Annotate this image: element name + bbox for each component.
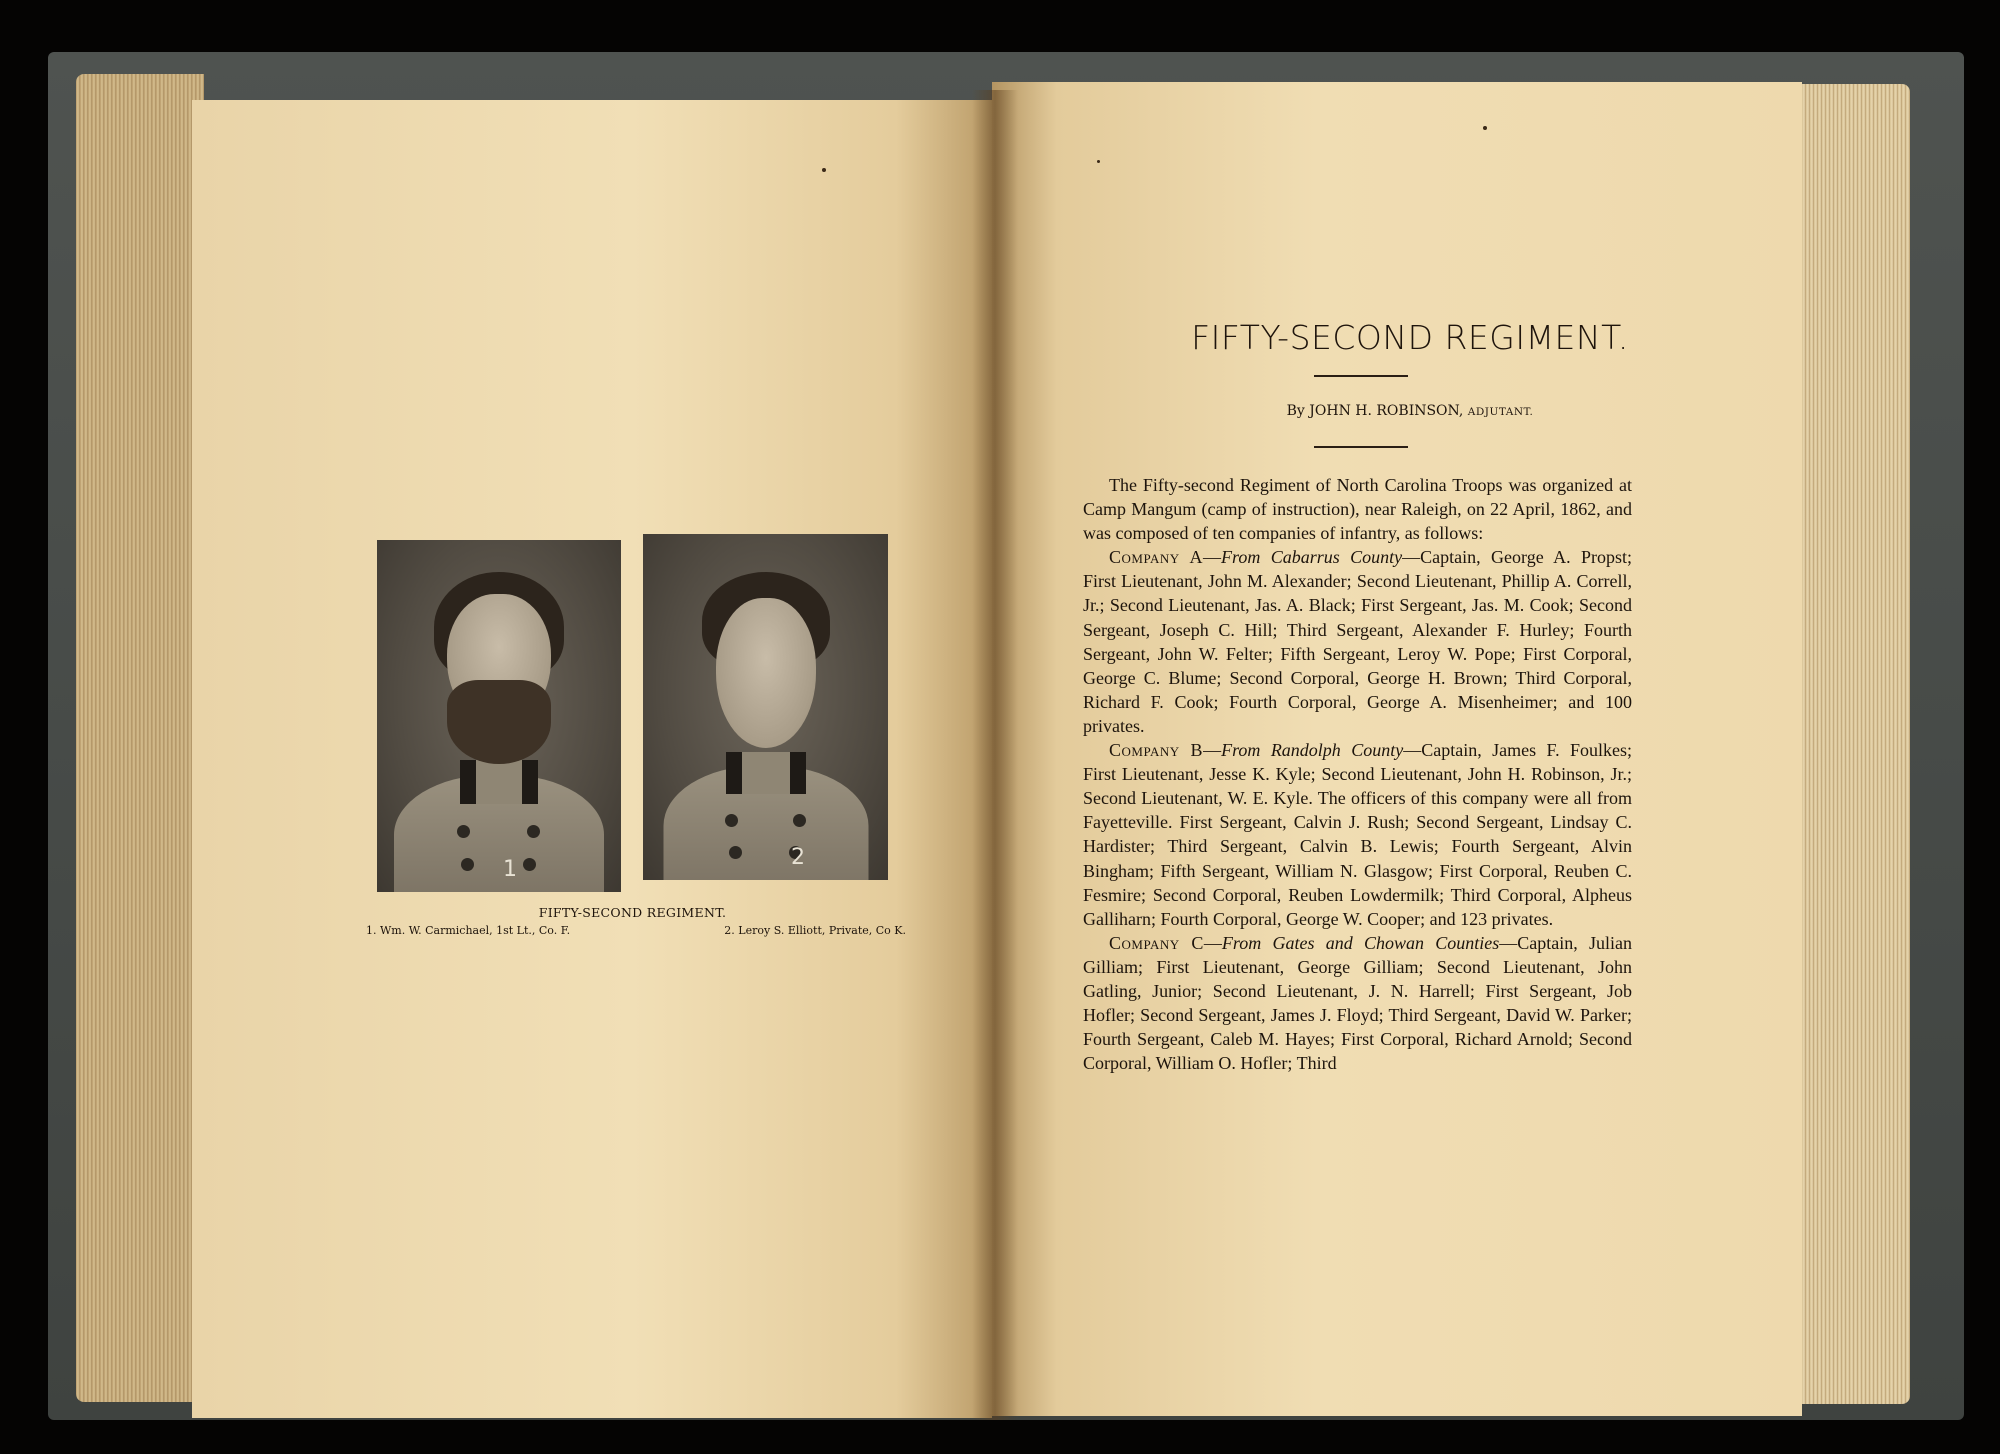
photo-caption-line <box>366 924 906 937</box>
portrait-photo-2 <box>643 534 888 880</box>
beard <box>447 680 551 764</box>
photo-caption-item-1: 1. Wm. W. Carmichael, 1st Lt., Co. F. <box>366 924 571 937</box>
company-a-origin: From Cabarrus County <box>1221 547 1403 568</box>
chapter-title: FIFTY-SECOND REGIMENT. <box>1191 318 1629 357</box>
company-c-paragraph: Company C—From Gates and Chowan Counties—Captain, Julian Gilliam; First Lieutenant, George Gilliam; Second Lieutenant, John Gatling, Junior; Second Lieutenant, J. N. Harrell; First Sergeant, Job Hofler; Second Sergeant, James J. Floyd; Third Sergeant, David W. Parker; Fourth Sergeant, Caleb M. Hayes; First Corporal, Richard Arnold; Second Corporal, William O. Hofler; Third <box>1083 932 1632 1074</box>
uniform-button <box>729 846 742 859</box>
byline-rule <box>1314 446 1408 448</box>
page-edges-left <box>76 74 204 1402</box>
face <box>716 598 816 748</box>
intro-paragraph: The Fifty-second Regiment of North Carolina Troops was organized at Camp Mangum (camp of instruction), near Raleigh, on 22 April, 1862, and was composed of ten companies of infantry, as follows: <box>1083 475 1632 544</box>
uniform-collar <box>726 752 806 794</box>
portrait-photo-1 <box>377 540 621 892</box>
company-c-origin: From Gates and Chowan Counties <box>1221 932 1500 953</box>
chapter-body <box>1083 473 1632 1075</box>
uniform-button <box>793 814 806 827</box>
company-b-label: Company B <box>1109 740 1204 761</box>
speck <box>822 168 826 172</box>
photo-caption-item-2: 2. Leroy S. Elliott, Private, Co K. <box>724 924 906 937</box>
company-b-text: Captain, James F. Foulkes; First Lieutenant, Jesse K. Kyle; Second Lieutenant, John H. Robinson, Jr.; Second Lieutenant, W. E. Kyle. The officers of this company were all from Fayetteville. First Sergeant, Calvin J. Rush; Second Sergeant, Lindsay C. Hardister; Third Sergeant, Calvin B. Lewis; Fourth Sergeant, Alvin Bingham; Fifth Sergeant, William N. Glasgow; First Corporal, Reuben C. Fesmire; Second Corporal, Reuben Lowdermilk; Third Corporal, Alpheus Galliharn; Fourth Corporal, George W. Cooper; and 123 privates. <box>1083 740 1632 929</box>
photo-number: 1 <box>503 857 517 882</box>
page-edges-right <box>1790 84 1910 1404</box>
uniform-button <box>461 858 474 871</box>
company-a-text: Captain, George A. Propst; First Lieutenant, John M. Alexander; Second Lieutenant, Phillip A. Correll, Jr.; Second Lieutenant, Jas. A. Black; First Sergeant, Jas. M. Cook; Second Sergeant, Joseph C. Hill; Third Sergeant, Alexander F. Hurley; Fourth Sergeant, John W. Felter; Fifth Sergeant, Leroy W. Pope; First Corporal, George C. Blume; Second Corporal, George H. Brown; Third Corporal, Richard F. Cook; Fourth Corporal, George A. Misenheimer; and 100 privates. <box>1083 547 1632 736</box>
byline-author: By JOHN H. ROBINSON, <box>1286 403 1464 419</box>
company-c-text: Captain, Julian Gilliam; First Lieutenant, George Gilliam; Second Lieutenant, John Gatling, Junior; Second Lieutenant, J. N. Harrell; First Sergeant, Job Hofler; Second Sergeant, James J. Floyd; Third Sergeant, David W. Parker; Fourth Sergeant, Caleb M. Hayes; First Corporal, Richard Arnold; Second Corporal, William O. Hofler; Third <box>1083 932 1632 1074</box>
photo-caption-title: FIFTY-SECOND REGIMENT. <box>538 905 727 920</box>
speck <box>1097 160 1100 163</box>
uniform-collar <box>460 760 538 804</box>
uniform-button <box>457 825 470 838</box>
byline-role: ADJUTANT. <box>1467 406 1534 418</box>
book-gutter <box>972 90 1018 1420</box>
uniform-button <box>523 858 536 871</box>
uniform-button <box>725 814 738 827</box>
company-b-origin: From Randolph County <box>1221 740 1404 761</box>
company-a-label: Company A <box>1109 547 1204 568</box>
company-a-paragraph: Company A—From Cabarrus County—Captain, George A. Propst; First Lieutenant, John M. Alexander; Second Lieutenant, Phillip A. Correll, Jr.; Second Lieutenant, Jas. A. Black; First Sergeant, Jas. M. Cook; Second Sergeant, Joseph C. Hill; Third Sergeant, Alexander F. Hurley; Fourth Sergeant, John W. Felter; Fifth Sergeant, Leroy W. Pope; First Corporal, George C. Blume; Second Corporal, George H. Brown; Third Corporal, Richard F. Cook; Fourth Corporal, George A. Misenheimer; and 100 privates. <box>1083 547 1632 736</box>
company-c-label: Company C <box>1109 932 1204 953</box>
uniform-button <box>527 825 540 838</box>
byline <box>1060 403 1760 419</box>
company-b-paragraph: Company B—From Randolph County—Captain, James F. Foulkes; First Lieutenant, Jesse K. Kyle; Second Lieutenant, John H. Robinson, Jr.; Second Lieutenant, W. E. Kyle. The officers of this company were all from Fayetteville. First Sergeant, Calvin J. Rush; Second Sergeant, Lindsay C. Hardister; Third Sergeant, Calvin B. Lewis; Fourth Sergeant, Alvin Bingham; Fifth Sergeant, William N. Glasgow; First Corporal, Reuben C. Fesmire; Second Corporal, Reuben Lowdermilk; Third Corporal, Alpheus Galliharn; Fourth Corporal, George W. Cooper; and 123 privates. <box>1083 740 1632 929</box>
title-rule <box>1314 375 1408 377</box>
speck <box>1483 126 1487 130</box>
photo-number: 2 <box>791 845 805 870</box>
